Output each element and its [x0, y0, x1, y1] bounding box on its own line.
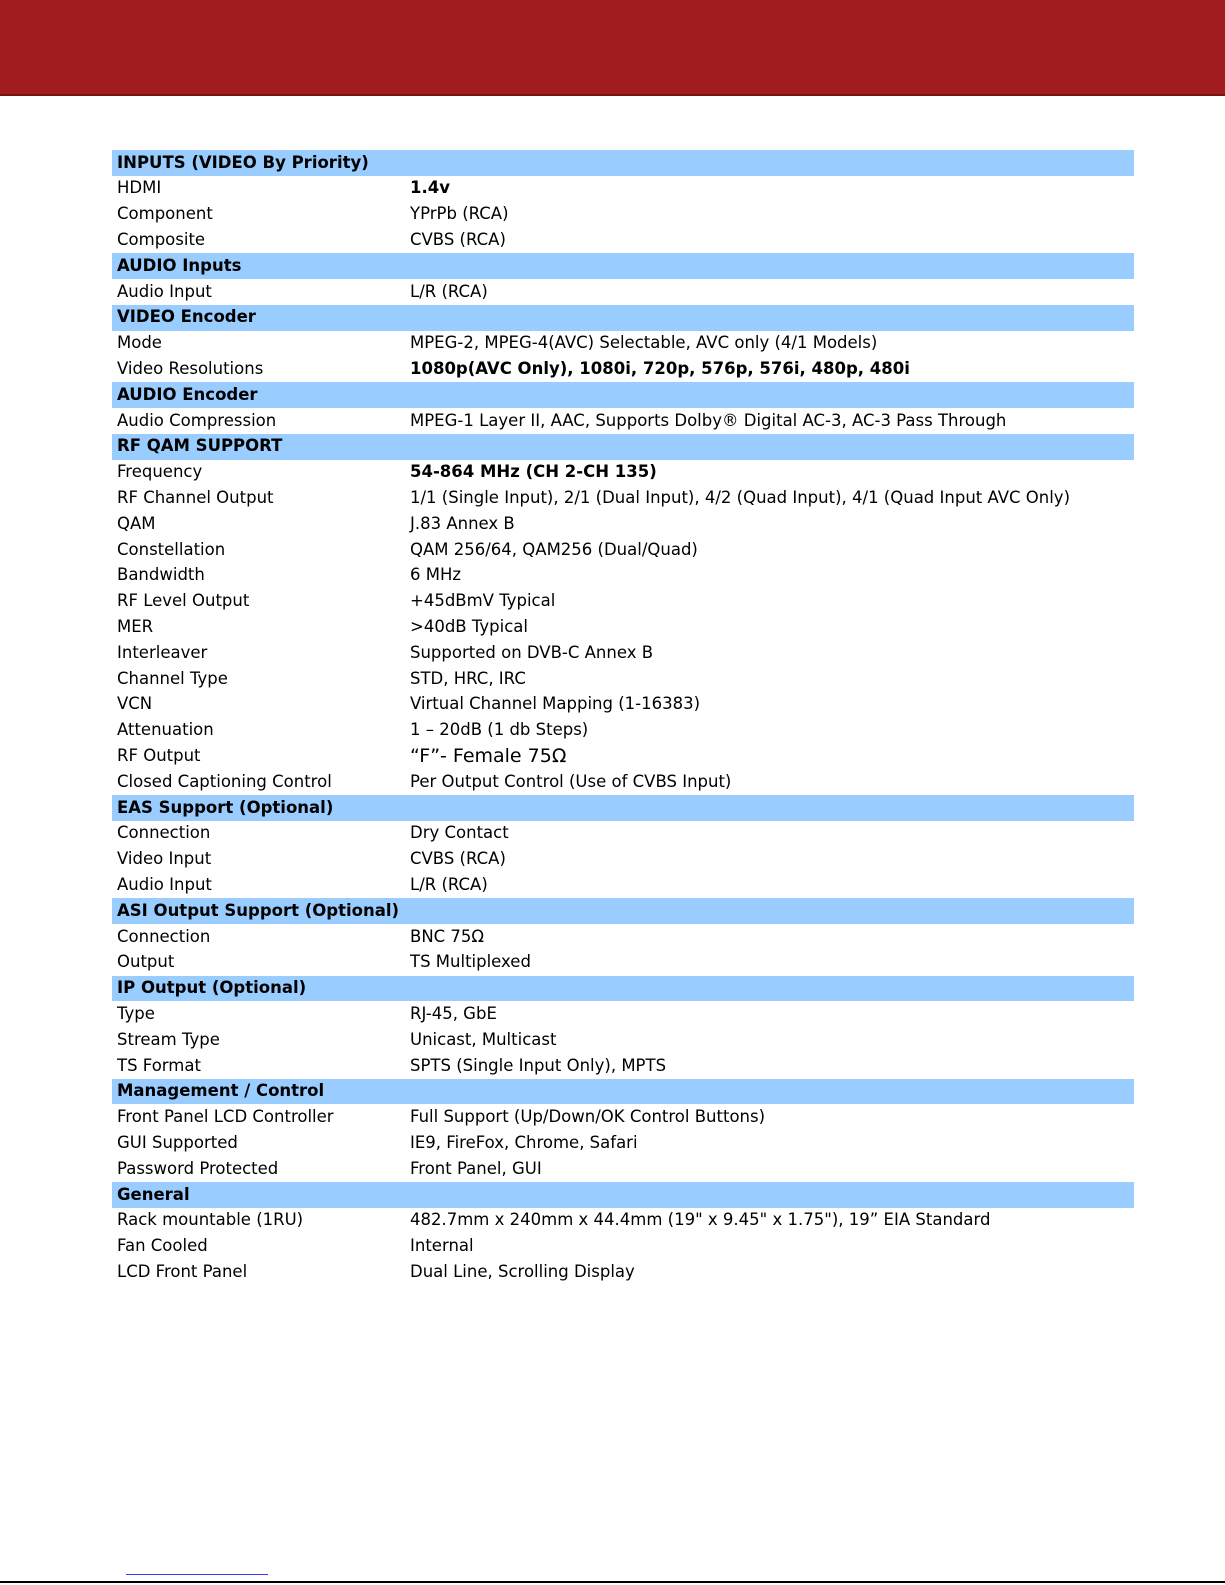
- spec-row: [112, 408, 1134, 434]
- section-title: EAS Support (Optional): [117, 797, 334, 817]
- spec-value: Virtual Channel Mapping (1-16383): [410, 694, 701, 714]
- header-band: [0, 0, 1225, 96]
- spec-value: CVBS (RCA): [410, 230, 506, 250]
- spec-label: Video Input: [117, 849, 212, 869]
- spec-row: [112, 1156, 1134, 1182]
- section-header: [112, 898, 1134, 924]
- spec-value: BNC 75Ω: [410, 926, 485, 946]
- section-header: [112, 382, 1134, 408]
- spec-label: Closed Captioning Control: [117, 771, 332, 791]
- spec-label: Frequency: [117, 462, 203, 482]
- section-header: [112, 1182, 1134, 1208]
- spec-value: STD, HRC, IRC: [410, 668, 526, 688]
- spec-row: [112, 872, 1134, 898]
- spec-label: Fan Cooled: [117, 1236, 208, 1256]
- section-title: General: [117, 1184, 190, 1204]
- spec-label: Component: [117, 204, 213, 224]
- section-header: [112, 976, 1134, 1002]
- spec-value: 1.4v: [410, 178, 450, 198]
- spec-label: Composite: [117, 230, 206, 250]
- section-title: AUDIO Encoder: [117, 384, 258, 404]
- spec-row: [112, 589, 1134, 615]
- spec-row: [112, 227, 1134, 253]
- spec-row: [112, 176, 1134, 202]
- spec-value: TS Multiplexed: [410, 952, 531, 972]
- section-title: IP Output (Optional): [117, 978, 307, 998]
- spec-row: [112, 1208, 1134, 1234]
- spec-label: Connection: [117, 823, 211, 843]
- spec-value: Dual Line, Scrolling Display: [410, 1261, 635, 1281]
- spec-label: Video Resolutions: [117, 359, 264, 379]
- spec-label: Type: [117, 1003, 155, 1023]
- section-header: [112, 434, 1134, 460]
- section-header: [112, 305, 1134, 331]
- section-title: AUDIO Inputs: [117, 255, 242, 275]
- spec-label: HDMI: [117, 178, 162, 198]
- spec-label: RF Channel Output: [117, 488, 274, 507]
- spec-value: CVBS (RCA): [410, 849, 506, 869]
- spec-label: Audio Input: [117, 874, 212, 894]
- spec-label: RF Level Output: [117, 591, 250, 611]
- spec-row: [112, 202, 1134, 228]
- section-header: [112, 150, 1134, 176]
- spec-row: [112, 511, 1134, 537]
- section-title: INPUTS (VIDEO By Priority): [117, 152, 369, 172]
- section-header: [112, 795, 1134, 821]
- spec-row: [112, 924, 1134, 950]
- spec-label: Front Panel LCD Controller: [117, 1107, 334, 1127]
- spec-row: [112, 563, 1134, 589]
- spec-row: [112, 1259, 1134, 1285]
- spec-value: >40dB Typical: [410, 616, 528, 636]
- spec-label: MER: [117, 616, 154, 636]
- section-title: RF QAM SUPPORT: [117, 436, 283, 456]
- spec-label: Password Protected: [117, 1158, 279, 1178]
- spec-row: [112, 331, 1134, 357]
- spec-value: RJ-45, GbE: [410, 1003, 497, 1023]
- spec-value: IE9, FireFox, Chrome, Safari: [410, 1132, 638, 1152]
- spec-value: 6 MHz: [410, 565, 462, 585]
- spec-value: “F”- Female 75Ω: [410, 744, 567, 767]
- spec-row: [112, 640, 1134, 666]
- spec-label: Mode: [117, 333, 162, 353]
- spec-label: Attenuation: [117, 720, 214, 740]
- footer-link-underline[interactable]: [126, 1574, 268, 1575]
- spec-row: [112, 537, 1134, 563]
- section-title: ASI Output Support (Optional): [117, 900, 400, 920]
- spec-value: J.83 Annex B: [410, 513, 515, 533]
- spec-value: 54-864 MHz (CH 2-CH 135): [410, 462, 657, 482]
- spec-row: [112, 821, 1134, 847]
- spec-row: [112, 1104, 1134, 1130]
- spec-row: [112, 1027, 1134, 1053]
- spec-value: 1080p(AVC Only), 1080i, 720p, 576p, 576i, 480p, 480i: [410, 359, 910, 379]
- spec-value: Unicast, Multicast: [410, 1029, 557, 1049]
- spec-label: TS Format: [117, 1055, 201, 1075]
- spec-value: MPEG-2, MPEG-4(AVC) Selectable, AVC only (4/1 Models): [410, 333, 878, 353]
- spec-row: [112, 1001, 1134, 1027]
- spec-value: +45dBmV Typical: [410, 591, 556, 611]
- spec-row: [112, 356, 1134, 382]
- spec-label: Bandwidth: [117, 565, 205, 585]
- spec-value: 1/1 (Single Input), 2/1 (Dual Input), 4/2 (Quad Input), 4/1 (Quad Input AVC Only): [410, 488, 1071, 507]
- spec-row: [112, 279, 1134, 305]
- spec-value: 482.7mm x 240mm x 44.4mm (19" x 9.45" x 1.75"), 19” EIA Standard: [410, 1210, 991, 1230]
- spec-value: Front Panel, GUI: [410, 1158, 542, 1178]
- spec-row: [112, 769, 1134, 795]
- spec-row: [112, 950, 1134, 976]
- spec-label: VCN: [117, 694, 153, 714]
- section-title: Management / Control: [117, 1081, 325, 1101]
- spec-value: MPEG-1 Layer II, AAC, Supports Dolby® Digital AC-3, AC-3 Pass Through: [410, 410, 1007, 430]
- spec-value: L/R (RCA): [410, 281, 488, 301]
- spec-value: Internal: [410, 1236, 474, 1256]
- spec-row: [112, 692, 1134, 718]
- spec-value: SPTS (Single Input Only), MPTS: [410, 1055, 667, 1075]
- spec-label: Connection: [117, 926, 211, 946]
- spec-value: QAM 256/64, QAM256 (Dual/Quad): [410, 539, 698, 559]
- spec-label: Audio Input: [117, 281, 212, 301]
- spec-value: 1 – 20dB (1 db Steps): [410, 720, 589, 740]
- spec-row: [112, 460, 1134, 486]
- spec-row: [112, 1053, 1134, 1079]
- spec-value: Per Output Control (Use of CVBS Input): [410, 771, 732, 791]
- spec-row: [112, 485, 1134, 511]
- spec-row: [112, 743, 1134, 769]
- spec-row: [112, 718, 1134, 744]
- spec-row: [112, 1233, 1134, 1259]
- spec-value: Supported on DVB-C Annex B: [410, 642, 654, 662]
- spec-row: [112, 1130, 1134, 1156]
- spec-label: Stream Type: [117, 1029, 220, 1049]
- spec-value: L/R (RCA): [410, 874, 488, 894]
- footer-rule: [0, 1581, 1225, 1583]
- section-header: [112, 1079, 1134, 1105]
- spec-label: Interleaver: [117, 642, 208, 662]
- section-header: [112, 253, 1134, 279]
- spec-row: [112, 847, 1134, 873]
- spec-value: Full Support (Up/Down/OK Control Buttons): [410, 1107, 766, 1127]
- spec-label: Rack mountable (1RU): [117, 1210, 304, 1230]
- spec-label: Channel Type: [117, 668, 228, 688]
- spec-label: Output: [117, 952, 175, 972]
- spec-row: [112, 614, 1134, 640]
- section-title: VIDEO Encoder: [117, 307, 256, 327]
- spec-label: Constellation: [117, 539, 226, 559]
- spec-label: Audio Compression: [117, 410, 277, 430]
- spec-label: RF Output: [117, 745, 201, 765]
- spec-label: GUI Supported: [117, 1132, 238, 1152]
- spec-label: LCD Front Panel: [117, 1261, 248, 1281]
- spec-value: YPrPb (RCA): [410, 204, 509, 224]
- spec-row: [112, 666, 1134, 692]
- spec-value: Dry Contact: [410, 823, 509, 843]
- spec-label: QAM: [117, 513, 156, 533]
- spec-table: [112, 150, 1134, 1285]
